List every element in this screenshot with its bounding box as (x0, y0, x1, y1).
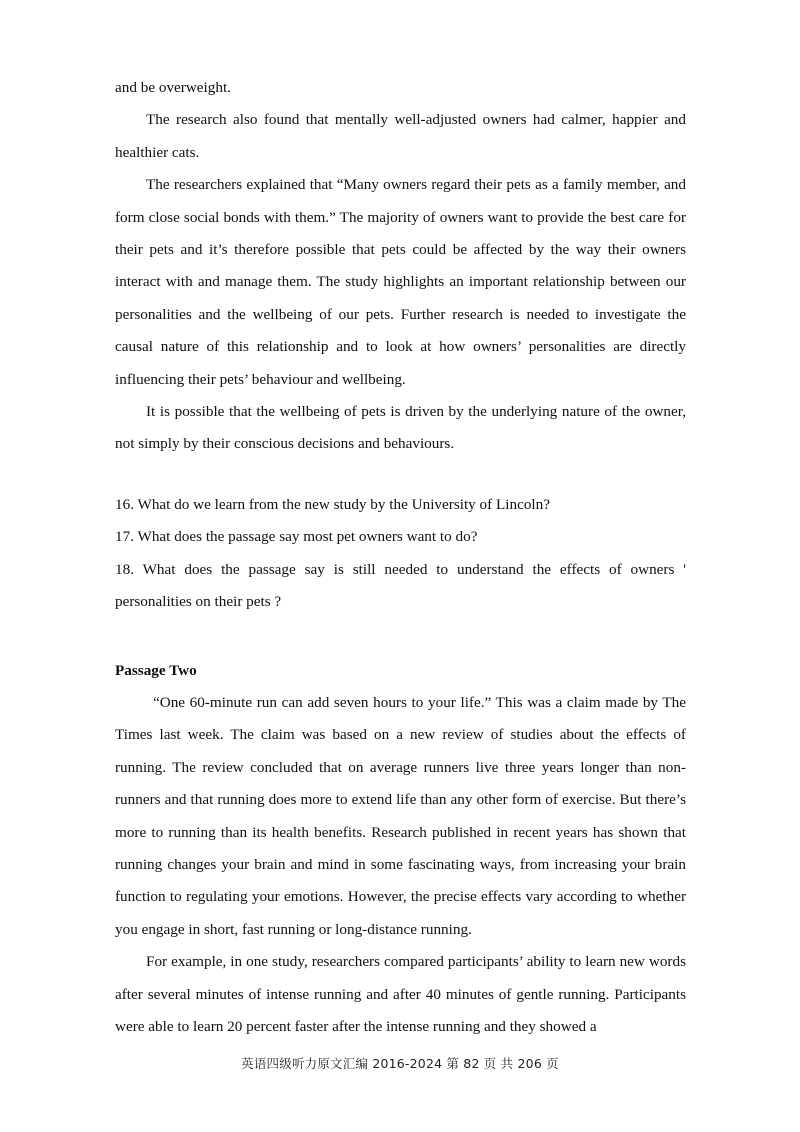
document-body (115, 72, 686, 1043)
paragraph-wellbeing-conclusion: It is possible that the wellbeing of pets is driven by the underlying nature of the owner, not simply by their conscious decisions and behaviours. (115, 403, 686, 453)
question-18: 18. What does the passage say is still needed to understand the effects of owners ' personalities on their pets ? (115, 560, 686, 611)
passage-two-heading: Passage Two (115, 661, 197, 679)
paragraph-running-claim: “One 60-minute run can add seven hours to your life.” This was a claim made by The Times last week. The claim was based on a new review of studies about the effects of running. The review concluded that on average runners live three years longer than non-runners and that running does more to extend life than any other form of exercise. But there’s more to running than its health benefits. Research published in recent years has shown that running changes your brain and mind in some fascinating ways, from increasing your brain function to regulating your emotions. However, the precise effects vary according to whether you engage in short, fast running or long-distance running. (115, 693, 686, 938)
paragraph-research-findings: The research also found that mentally well-adjusted owners had calmer, happier and healthier cats. (115, 111, 686, 161)
paragraph-running-study: For example, in one study, researchers compared participants’ ability to learn new words after several minutes of intense running and after 40 minutes of gentle running. Participants were able to learn 20 percent faster after the intense running and they showed a (115, 953, 686, 1035)
question-17: 17. What does the passage say most pet owners want to do? (115, 528, 478, 546)
paragraph-continuation: and be overweight. (115, 79, 231, 96)
page-footer: 英语四级听力原文汇编 2016-2024 第 82 页 共 206 页 (241, 1056, 559, 1071)
paragraph-researchers-explained: The researchers explained that “Many owners regard their pets as a family member, and form close social bonds with them.” The majority of owners want to provide the best care for their pets and it’s therefore possible that pets could be affected by the way their owners interact with and manage them. The study highlights an important relationship between our personalities and the wellbeing of our pets. Further research is needed to investigate the causal nature of this relationship and to look at how owners’ personalities are directly influencing their pets’ behaviour and wellbeing. (115, 176, 686, 388)
question-16: 16. What do we learn from the new study by the University of Lincoln? (115, 495, 550, 513)
